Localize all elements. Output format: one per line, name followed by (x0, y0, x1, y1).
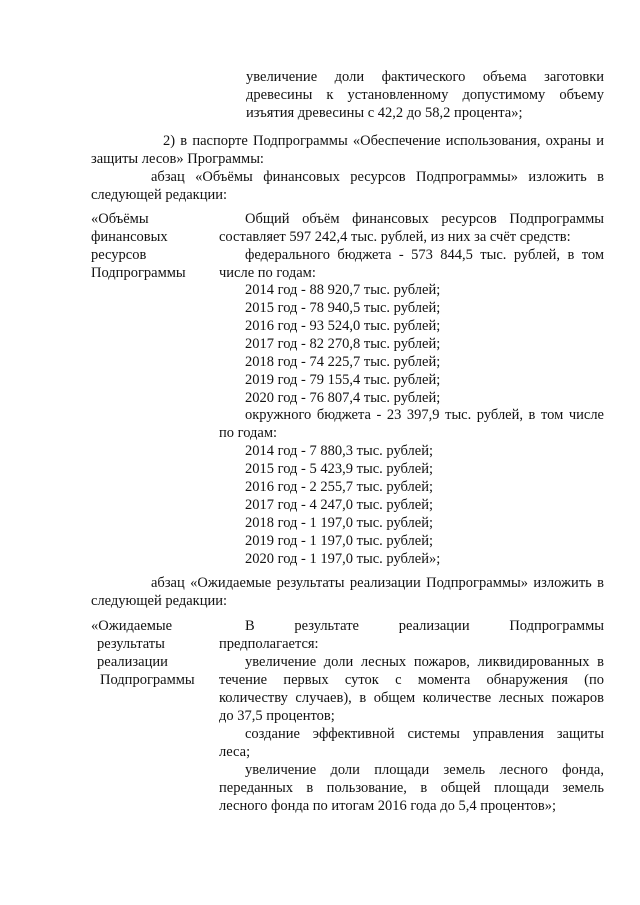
finance-district-line-2: по годам: (219, 425, 278, 441)
finance-federal-line-2: числе по годам: (219, 265, 316, 281)
federal-year-2020: 2020 год - 76 807,4 тыс. рублей; (245, 390, 441, 406)
results-label-2: результаты (97, 636, 165, 652)
finance-label-2: финансовых (91, 229, 168, 245)
federal-year-2015: 2015 год - 78 940,5 тыс. рублей; (245, 300, 441, 316)
results-line-5: количеству случаев), в общем количестве лесных пожаров (219, 690, 604, 706)
federal-year-2018: 2018 год - 74 225,7 тыс. рублей; (245, 354, 441, 370)
district-year-2015: 2015 год - 5 423,9 тыс. рублей; (245, 461, 433, 477)
abzac1-line-1: абзац «Объёмы финансовых ресурсов Подпрограммы» изложить в (151, 169, 604, 185)
results-line-2: предполагается: (219, 636, 319, 652)
finance-federal-line-1: федерального бюджета - 573 844,5 тыс. рублей, в том (245, 247, 604, 263)
district-year-2020: 2020 год - 1 197,0 тыс. рублей»; (245, 551, 441, 567)
finance-label-1: «Объёмы (91, 211, 149, 227)
item2-line-1: 2) в паспорте Подпрограммы «Обеспечение использования, охраны и (163, 133, 604, 149)
finance-label-4: Подпрограммы (91, 265, 186, 281)
district-year-2019: 2019 год - 1 197,0 тыс. рублей; (245, 533, 433, 549)
results-line-6: до 37,5 процентов; (219, 708, 335, 724)
intro-line-2: древесины к установленному допустимому объему (246, 87, 604, 103)
district-year-2016: 2016 год - 2 255,7 тыс. рублей; (245, 479, 433, 495)
finance-total-line-1: Общий объём финансовых ресурсов Подпрограммы (245, 211, 604, 227)
finance-label-3: ресурсов (91, 247, 147, 263)
federal-year-2014: 2014 год - 88 920,7 тыс. рублей; (245, 282, 441, 298)
intro-line-1: увеличение доли фактического объема заготовки (246, 69, 604, 85)
results-line-7: создание эффективной системы управления защиты (245, 726, 604, 742)
federal-year-2017: 2017 год - 82 270,8 тыс. рублей; (245, 336, 441, 352)
results-line-1: В результате реализации Подпрограммы (245, 618, 604, 634)
federal-year-2016: 2016 год - 93 524,0 тыс. рублей; (245, 318, 441, 334)
district-year-2018: 2018 год - 1 197,0 тыс. рублей; (245, 515, 433, 531)
results-line-10: переданных в пользование, в общей площади земель (219, 780, 604, 796)
district-year-2017: 2017 год - 4 247,0 тыс. рублей; (245, 497, 433, 513)
finance-district-line-1: окружного бюджета - 23 397,9 тыс. рублей, в том числе (245, 407, 604, 423)
results-line-11: лесного фонда по итогам 2016 года до 5,4 процентов»; (219, 798, 556, 814)
results-label-3: реализации (97, 654, 168, 670)
results-line-4: течение первых суток с момента обнаружения (по (219, 672, 604, 688)
results-label-4: Подпрограммы (100, 672, 195, 688)
results-line-8: леса; (219, 744, 251, 760)
results-label-1: «Ожидаемые (91, 618, 173, 634)
district-year-2014: 2014 год - 7 880,3 тыс. рублей; (245, 443, 433, 459)
results-line-9: увеличение доли площади земель лесного фонда, (245, 762, 604, 778)
abzac2-line-2: следующей редакции: (91, 593, 228, 609)
results-line-3: увеличение доли лесных пожаров, ликвидированных в (245, 654, 604, 670)
item2-line-2: защиты лесов» Программы: (91, 151, 264, 167)
finance-total-line-2: составляет 597 242,4 тыс. рублей, из них за счёт средств: (219, 229, 571, 245)
intro-line-3: изъятия древесины с 42,2 до 58,2 процента»; (246, 105, 523, 121)
abzac2-line-1: абзац «Ожидаемые результаты реализации Подпрограммы» изложить в (151, 575, 604, 591)
federal-year-2019: 2019 год - 79 155,4 тыс. рублей; (245, 372, 441, 388)
abzac1-line-2: следующей редакции: (91, 187, 228, 203)
